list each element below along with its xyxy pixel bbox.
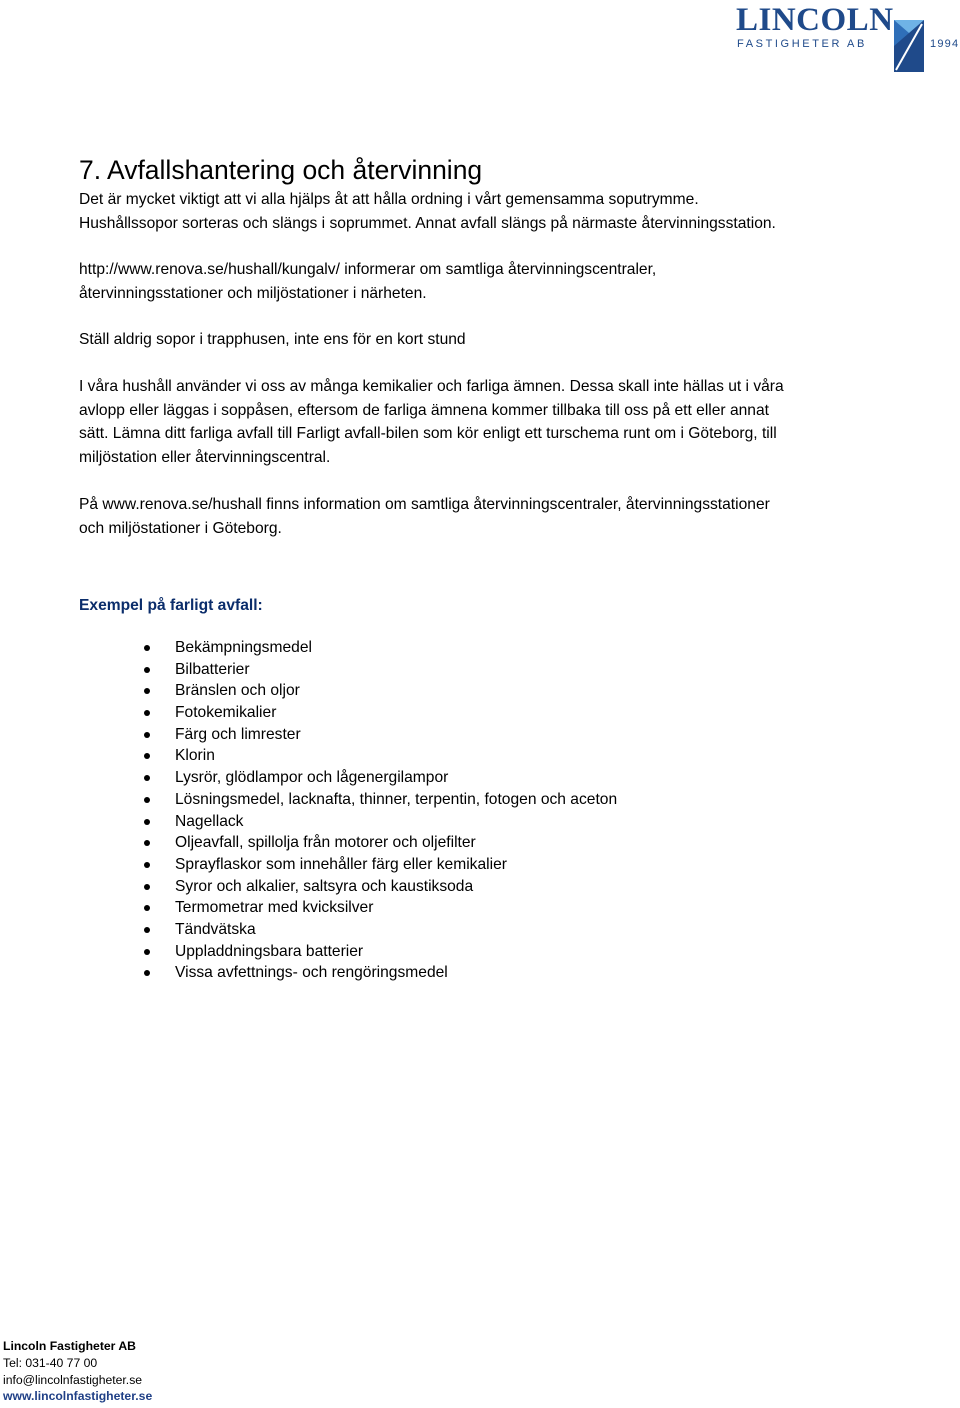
- footer-company-name: Lincoln Fastigheter AB: [3, 1339, 136, 1353]
- bullet-icon: [144, 688, 150, 694]
- bullet-icon: [144, 797, 150, 803]
- intro-line-1: Det är mycket viktigt att vi alla hjälps åt att hålla ordning i vårt gemensamma soputrymme.: [79, 191, 699, 208]
- chemicals-paragraph-line-2: avlopp eller läggas i soppåsen, eftersom de farliga ämnena kommer tillbaka till oss på ett eller annat: [79, 401, 769, 419]
- chemicals-paragraph-line-4: miljöstation eller återvinningscentral.: [79, 448, 331, 466]
- bullet-icon: [144, 905, 150, 911]
- intro-line-2: Hushållssopor sorteras och slängs i soprummet. Annat avfall slängs på närmaste återvinningsstation.: [79, 214, 776, 232]
- footer-email-link[interactable]: info@lincolnfastigheter.se: [3, 1372, 143, 1387]
- renova-info-line-1: På www.renova.se/hushall finns information om samtliga återvinningscentraler, återvinningsstationer: [79, 496, 770, 514]
- bullet-icon: [144, 710, 150, 716]
- bullet-icon: [144, 732, 150, 738]
- main-content: [79, 152, 909, 541]
- bullet-icon: [144, 753, 150, 759]
- footer-phone: Tel: 031-40 77 00: [3, 1355, 98, 1370]
- bullet-icon: [144, 970, 150, 976]
- bullet-icon: [144, 840, 150, 846]
- bullet-icon: [144, 645, 150, 651]
- chemicals-paragraph-line-1: I våra hushåll använder vi oss av många kemikalier och farliga ämnen. Dessa skall inte hällas ut i våra: [79, 377, 784, 395]
- company-logo: [732, 2, 958, 72]
- bullet-icon: [144, 667, 150, 673]
- warning-text: Ställ aldrig sopor i trapphusen, inte ens för en kort stund: [79, 331, 466, 349]
- bullet-icon: [144, 819, 150, 825]
- bullet-icon: [144, 949, 150, 955]
- logo-subtitle: FASTIGHETER AB: [737, 38, 867, 50]
- bullet-icon: [144, 775, 150, 781]
- page-title: 7. Avfallshantering och återvinning: [79, 155, 483, 185]
- renova-info-line-2: och miljöstationer i Göteborg.: [79, 519, 282, 537]
- footer-contact: [3, 1338, 152, 1405]
- renova-link-paragraph-line-2: återvinningsstationer och miljöstationer i närheten.: [79, 284, 427, 302]
- footer-website-link[interactable]: www.lincolnfastigheter.se: [3, 1389, 153, 1404]
- logo-emblem-icon: [894, 6, 926, 72]
- bullet-icon: [144, 862, 150, 868]
- logo-year: 1994: [930, 38, 960, 50]
- renova-link-paragraph-line-1: http://www.renova.se/hushall/kungalv/ informerar om samtliga återvinningscentraler,: [79, 261, 657, 279]
- hazardous-waste-heading: Exempel på farligt avfall:: [79, 597, 263, 614]
- bullet-icon: [144, 927, 150, 933]
- chemicals-paragraph-line-3: sätt. Lämna ditt farliga avfall till Farligt avfall-bilen som kör enligt ett turschema runt om i Göteborg, till: [79, 425, 777, 443]
- logo-wordmark: LINCOLN: [736, 2, 894, 38]
- bullet-icon: [144, 884, 150, 890]
